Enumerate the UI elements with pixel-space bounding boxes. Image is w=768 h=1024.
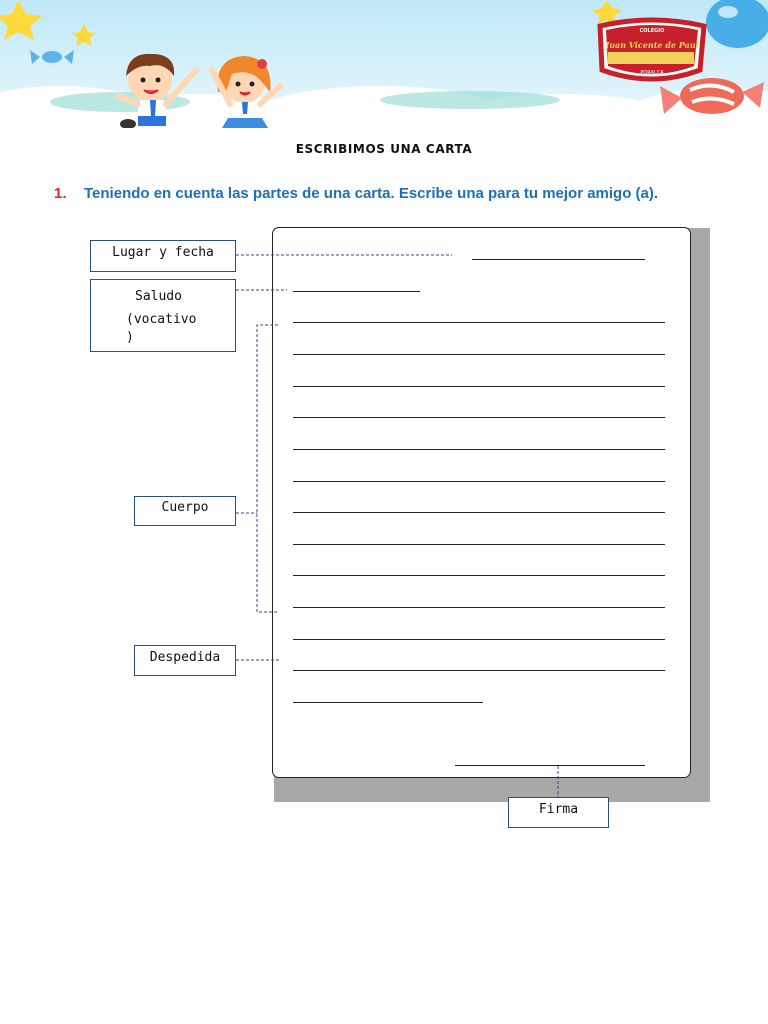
label-saludo: [90, 279, 236, 352]
label-despedida: [134, 645, 236, 676]
logo-text-colegio: COLEGIO: [639, 28, 665, 34]
label-saludo-text: (vocativo: [126, 312, 197, 327]
label-cuerpo: [134, 496, 236, 526]
label-despedida-text: Despedida: [149, 650, 221, 665]
logo-text-place: PORALCA: [640, 70, 664, 76]
page-title: ESCRIBIMOS UNA CARTA: [295, 142, 473, 156]
label-saludo-text: ): [126, 330, 134, 345]
instruction-number: 1.: [54, 185, 67, 202]
label-lugar-fecha: [90, 240, 236, 272]
label-firma: [508, 797, 609, 828]
label-cuerpo-text: Cuerpo: [161, 500, 209, 515]
label-saludo-text: Saludo: [135, 289, 182, 304]
label-lugar-fecha-text: Lugar y fecha: [112, 245, 214, 260]
instruction-text: Teniendo en cuenta las partes de una carta. Escribe una para tu mejor amigo (a).: [84, 185, 659, 202]
logo-text-name: Juan Vicente de Paul: [605, 40, 699, 50]
label-firma-text: Firma: [538, 802, 579, 817]
